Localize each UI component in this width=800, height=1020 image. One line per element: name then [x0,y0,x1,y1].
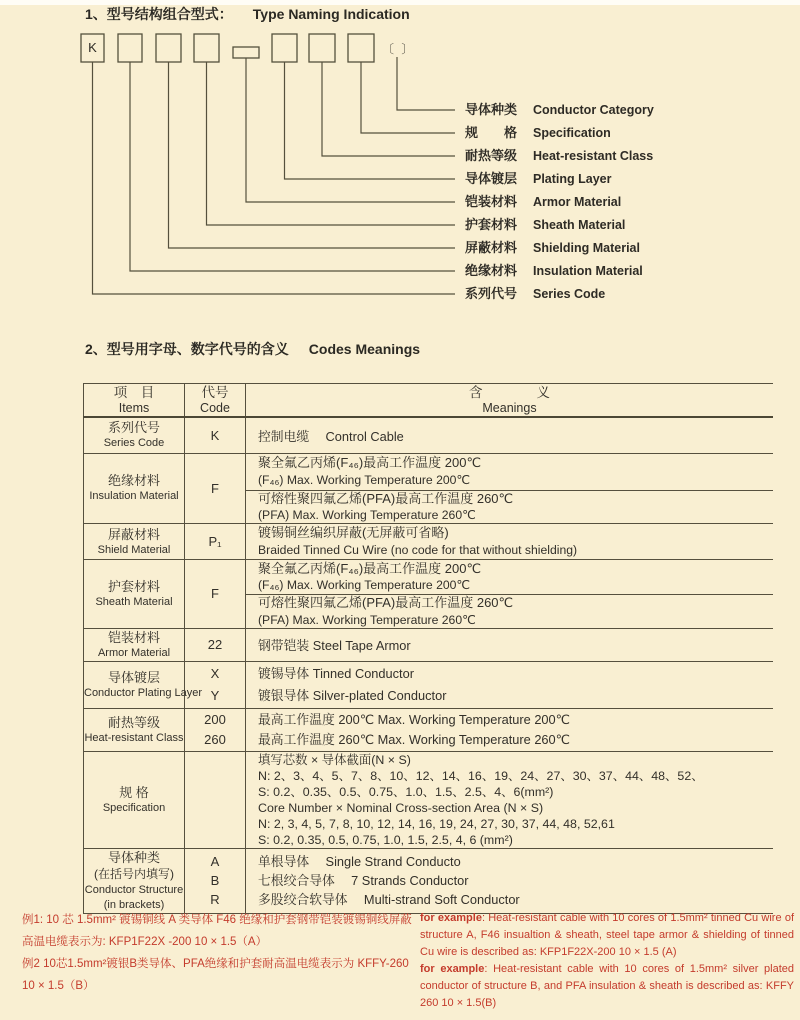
diagram-label-heat-resistant-class: 耐热等级 Heat-resistant Class [465,148,654,163]
row-specification: 规 格 Specification 填写芯数 × 导体截面(N × S) N: 2、3、4、5、7、8、10、12、14、16、19、24、27、30、37、44、48、52、 S: 0.2、0.35、0.5、0.75、1.0、1.5、2.5、4、6(mm²) Core Number × Nominal Cross-section Area (N × S) N: 2, 3, 4, 5, 7, 8, 10, 12, 14, 16, 19, 24, 27, 30, 37, 44, 48, 52,61 S: 0.2, 0.35, 0.5, 0.75, 1.0, 1.5, 2.5, 4, 6 (mm²) [84,751,774,848]
diagram-label-armor-material: 铠装材料 Armor Material [465,194,622,209]
diagram-label-plating-layer: 导体镀层 Plating Layer [465,171,612,186]
section1-title-en: Type Naming Indication [252,6,410,22]
row-insulation-material: 绝缘材料 Insulation Material F 聚全氟乙丙烯(F₄₆)最高工作温度 200℃ (F₄₆) Max. Working Temperature 200℃ [84,453,774,490]
example-2-en: for example: Heat-resistant cable with 10 cores of 1.5mm² silver plated conductor of structure B, and PFA insulation & sheath is described as: KFFY 260 10 × 1.5(B) [420,963,794,1009]
example-note-english [420,910,794,1012]
diagram-label-shielding-material: 屏蔽材料 Shielding Material [465,240,640,255]
header-items: 项 目 Items [84,384,185,418]
row-series-code: 系列代号 Series Code K 控制电缆 Control Cable [84,417,774,453]
example-2-zh: 例2 10芯1.5mm²镀银B类导体、PFA绝缘和护套耐高温电缆表示为 KFFY-260 10 × 1.5（B） [22,958,409,992]
series-code-box-label: K [88,40,97,55]
diagram-label-conductor-category: 导体种类 Conductor Category [465,102,654,117]
section2-title-zh: 2、型号用字母、数字代号的含义 [85,341,289,357]
example-1-zh: 例1: 10 芯 1.5mm² 镀锡铜线 A 类导体 F46 绝缘和护套钢带铠装镀锡铜线屏蔽高温电缆表示为: KFP1F22X -200 10 × 1.5（A） [22,914,412,948]
table-header-row [84,384,774,418]
diagram-label-series-code: 系列代号 Series Code [465,286,606,301]
example-note-chinese [22,910,416,997]
codes-meanings-table [83,383,773,914]
diagram-label-sheath-material: 护套材料 Sheath Material [465,217,626,232]
example-1-en: for example: Heat-resistant cable with 10 cores of 1.5mm² tinned Cu wire of structure A, F46 insualtion & sheath, steel tape armor & shielding of tinned Cu wire is described as: KFP1F22X-200 10 × 1.5 (A) [420,912,794,958]
row-sheath-material: 护套材料 Sheath Material F 聚全氟乙丙烯(F₄₆)最高工作温度 200℃ (F₄₆) Max. Working Temperature 200℃ [84,560,774,595]
row-conductor-structure: 导体种类 (在括号内填写) Conductor Structure (in brackets) A B R 单根导体 Single Strand Conducto 七根绞合导体 7 Strands Conductor 多股绞合软导体 Multi-strand Soft Conductor [84,848,774,913]
row-heat-resistant-class: 耐热等级 Heat-resistant Class 200 260 最高工作温度 200℃ Max. Working Temperature 200℃ 最高工作温度 260℃ Max. Working Temperature 260℃ [84,708,774,751]
row-shield-material: 屏蔽材料 Shield Material P₁ 镀锡铜丝编织屏蔽(无屏蔽可省略) Braided Tinned Cu Wire (no code for that without shielding) [84,524,774,560]
diagram-label-specification: 规 格 Specification [465,125,611,140]
diagram-leader-lines [93,57,456,294]
section2-title [85,339,420,359]
row-armor-material: 铠装材料 Armor Material 22 钢带铠装 Steel Tape Armor [84,628,774,661]
header-meanings: 含 义 Meanings [246,384,774,418]
section1-title-zh: 1、型号结构组合型式： [85,6,233,22]
header-code: 代号 Code [185,384,246,418]
row-insulation-material-2: 可熔性聚四氟乙烯(PFA)最高工作温度 260℃ (PFA) Max. Working Temperature 260℃ [84,490,774,524]
diagram-label-insulation-material: 绝缘材料 Insulation Material [465,263,643,278]
brackets-symbol: 〔 〕 [382,42,416,56]
diagram-code-boxes [81,34,374,62]
section2-title-en: Codes Meanings [308,341,421,357]
row-sheath-material-2: 可熔性聚四氟乙烯(PFA)最高工作温度 260℃ (PFA) Max. Working Temperature 260℃ [84,595,774,629]
row-conductor-plating-layer: 导体镀层 Conductor Plating Layer X Y 镀锡导体 Tinned Conductor 镀银导体 Silver-plated Conductor [84,661,774,708]
